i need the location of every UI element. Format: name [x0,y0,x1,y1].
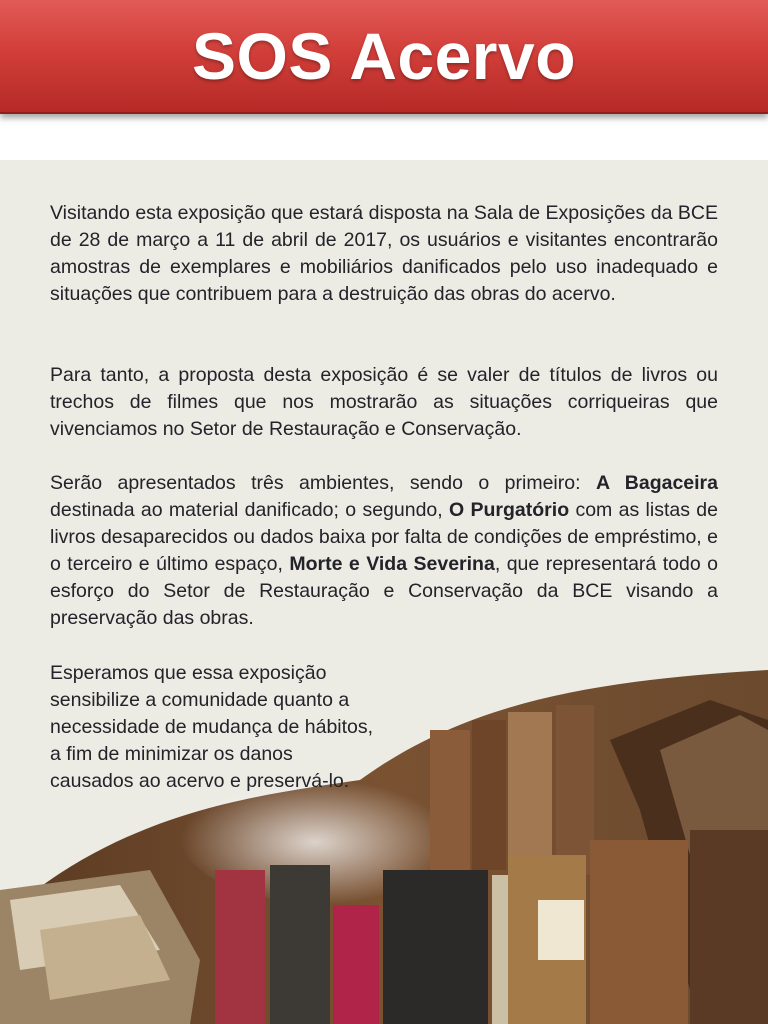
closing-paragraph: Esperamos que essa exposição sensibilize a comunidade quanto a necessidade de mudança de hábitos, a fim de minimizar os danos causados ao acervo e preservá-lo. [50,662,374,792]
environments-paragraph [50,470,718,632]
environments-text-4: , que representará todo o esforço do Setor de Restauração e Conservação da BCE visando a preservação das obras. [50,553,718,629]
intro-paragraph: Visitando esta exposição que estará disposta na Sala de Exposições da BCE de 28 de março a 11 de abril de 2017, os usuários e visitantes encontrarão amostras de exemplares e mobiliários danificados pelo uso inadequado e situações que contribuem para a destruição das obras do acervo. [50,202,718,305]
environments-text-1: Serão apresentados três ambientes, sendo o primeiro: [50,472,596,494]
title-banner [0,0,768,114]
page-title: SOS Acervo [191,19,577,93]
environments-text-2: destinada ao material danificado; o segundo, [50,499,450,521]
environment-o-purgatorio: O Purgatório [449,499,570,521]
environments-text-3: com as listas de livros desaparecidos ou dados baixa por falta de condições de empréstimo, e o terceiro e último espaço, [50,499,718,575]
environment-morte-e-vida-severina: Morte e Vida Severina [289,553,495,575]
purpose-paragraph: Para tanto, a proposta desta exposição é se valer de títulos de livros ou trechos de filmes que nos mostrarão as situações corriqueiras que vivenciamos no Setor de Restauração e Conservação. [50,364,718,440]
environment-a-bagaceira: A Bagaceira [595,472,718,494]
